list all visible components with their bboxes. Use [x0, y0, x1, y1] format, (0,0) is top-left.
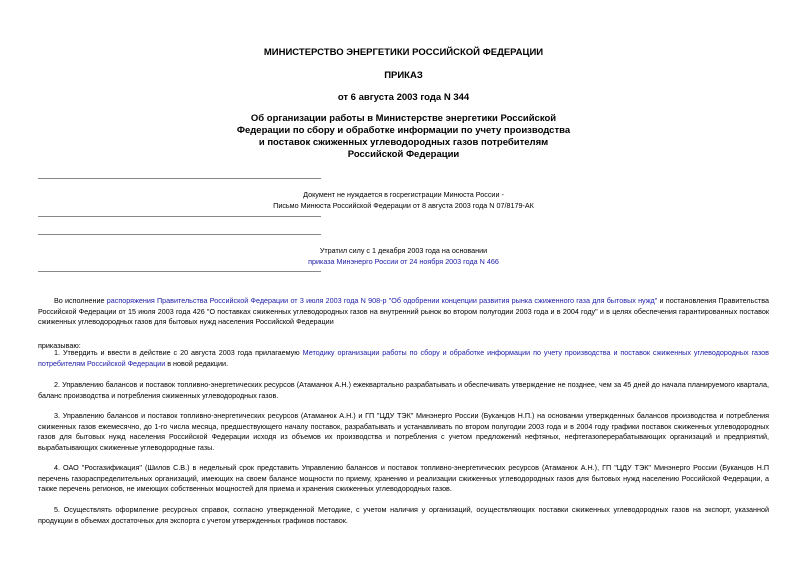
- item-text: 3. Управлению балансов и поставок топливно-энергетических ресурсов (Атаманюк А.Н.) и ГП "ЦДУ ТЭК" Минэнерго России (Буканцов Н.П.) на основании утвержденных балансов производства и потребления сжиженных газов ежемесячно, до 1-го числа месяца, предшествующего началу поставок, разрабатывать и устанавливать по втором полугодии 2003 года и в 2004 году графики поставок сжиженных углеводородных газов для бытовых нужд населения Российской Федерации исходя из объемов их производства и потребления с учетом предложений нефтяных, нефтегазоперерабатывающих организаций и предприятий, вырабатывающих сжиженные углеводородные газы.: [38, 411, 769, 452]
- preamble-text: Во исполнение: [54, 296, 107, 305]
- methodology-link[interactable]: Методику организации работы по сбору и обработке информации по учету производства и поставок сжиженных углеводородных газов потребителям Российской Федерации: [38, 348, 769, 368]
- order-word: приказываю:: [38, 341, 81, 350]
- registration-note-line: Письмо Минюста Российской Федерации от 8 августа 2003 года N 07/8179-АК: [273, 201, 534, 210]
- expiry-order-link[interactable]: приказа Минэнерго России от 24 ноября 2003 года N 466: [308, 257, 499, 266]
- document-date-number: от 6 августа 2003 года N 344: [337, 92, 470, 103]
- preamble-paragraph: [38, 296, 769, 328]
- item-text: 5. Осуществлять оформление ресурсных справок, согласно утвержденной Методике, с учетом наличия у организаций, осуществляющих поставки сжиженных углеводородных газов на экспорт, указанной продукции в объемах достаточных для экспорта с учетом утвержденных графиков поставок.: [38, 505, 769, 525]
- divider: [38, 234, 321, 235]
- registration-note: [0, 189, 807, 211]
- order-item-5: [38, 505, 769, 526]
- preamble-text: и постановления Правительства Российской Федерации от 15 июля 2003 года 426 "О поставках сжиженных углеводородных газов на внутренний рынок во втором полугодии 2003 года и в 2004 году" и в целях обеспечения гарантированных поставок сжиженных углеводородных газов для бытовых нужд населения Российской Федерации: [38, 296, 769, 327]
- order-item-3: [38, 411, 769, 453]
- order-item-1: [38, 348, 769, 369]
- order-item-2: [38, 380, 769, 401]
- item-text: в новой редакции.: [165, 358, 229, 368]
- expiry-note-line: Утратил силу с 1 декабря 2003 года на основании: [319, 246, 488, 255]
- divider: [38, 216, 321, 217]
- title-line: Российской Федерации: [347, 149, 460, 160]
- item-text: 1. Утвердить и ввести в действие с 20 августа 2003 года прилагаемую: [54, 348, 303, 357]
- government-decree-link[interactable]: распоряжения Правительства Российской Федерации от 3 июля 2003 года N 908-р "Об одобрении концепции развития рынка сжиженного газа для бытовых нужд": [106, 296, 658, 305]
- registration-note-line: Документ не нуждается в госрегистрации Минюста России -: [303, 190, 504, 199]
- ministry-heading: МИНИСТЕРСТВО ЭНЕРГЕТИКИ РОССИЙСКОЙ ФЕДЕРАЦИИ: [263, 47, 544, 58]
- divider: [38, 271, 321, 272]
- document-title: [0, 113, 807, 161]
- title-line: Об организации работы в Министерстве энергетики Российской: [250, 113, 557, 124]
- title-line: и поставок сжиженных углеводородных газов потребителям: [258, 137, 549, 148]
- title-line: Федерации по сбору и обработке информации по учету производства: [236, 125, 571, 136]
- item-text: 4. ОАО "Росгазификация" (Шилов С.В.) в недельный срок представить Управлению балансов и поставок топливно-энергетических ресурсов (Атаманюк А.Н.), ГП "ЦДУ ТЭК" Минэнерго России (Буканцов Н.П перечень газораспределительных организаций, имеющих на своем балансе мощности по приему, хранению и реализации сжиженных углеводородных газов для бытовых нужд населению Российской Федерации, а также перечень регионов, не имеющих собственных мощностей для приема и хранения сжиженных углеводородных газов.: [38, 463, 769, 494]
- divider: [38, 178, 321, 179]
- item-text: 2. Управлению балансов и поставок топливно-энергетических ресурсов (Атаманюк А.Н.) ежеквартально разрабатывать и обеспечивать утверждение не позднее, чем за 45 дней до начала планируемого квартала, баланс производства и потребления сжиженных углеводородных газов.: [38, 380, 769, 400]
- order-item-4: [38, 463, 769, 495]
- document-type: ПРИКАЗ: [384, 70, 423, 81]
- expiry-note: [0, 245, 807, 267]
